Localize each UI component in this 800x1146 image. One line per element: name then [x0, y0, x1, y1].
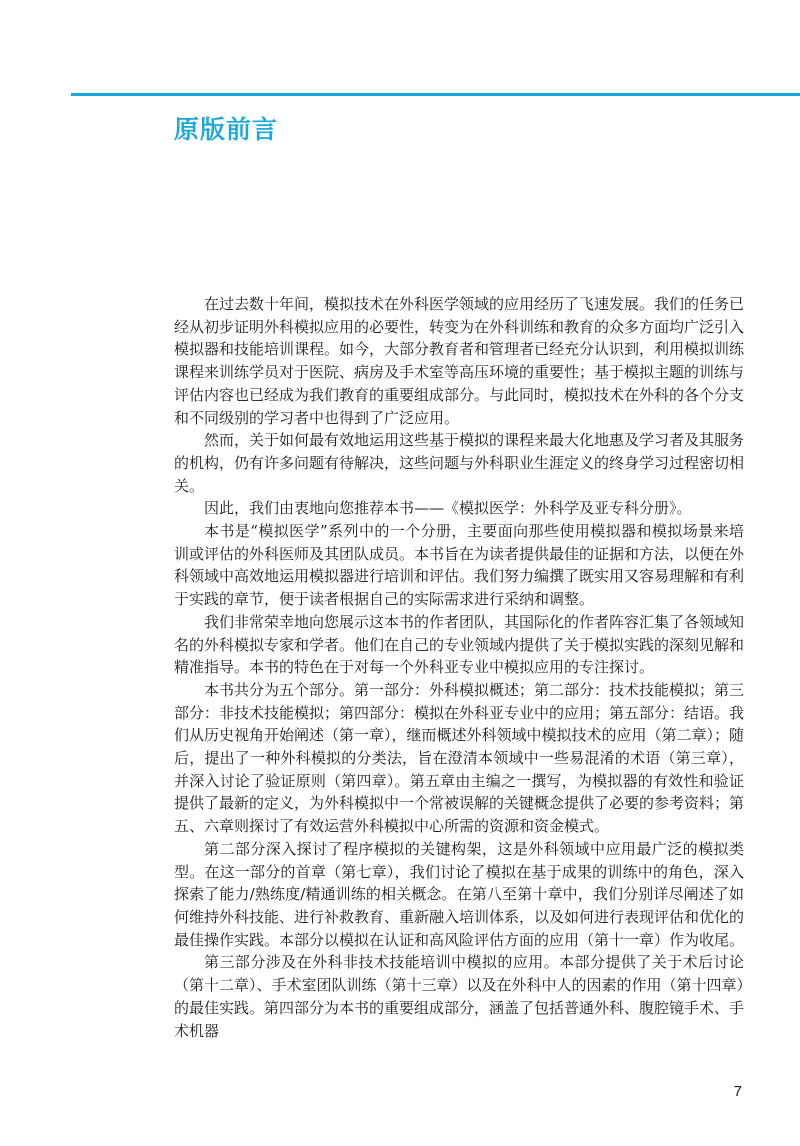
- paragraph: 我们非常荣幸地向您展示这本书的作者团队，其国际化的作者阵容汇集了各领域知名的外科模拟专家和学者。他们在自己的专业领域内提供了关于模拟实践的深刻见解和精准指导。本书的特色在于对每一个外科亚专业中模拟应用的专注探讨。: [174, 612, 745, 677]
- paragraph: 然而，关于如何最有效地运用这些基于模拟的课程来最大化地惠及学习者及其服务的机构，仍有许多问题有待解决，这些问题与外科职业生涯定义的终身学习过程密切相关。: [174, 431, 745, 495]
- page-title: 原版前言: [174, 115, 279, 144]
- paragraph: 本书共分为五个部分。第一部分：外科模拟概述；第二部分：技术技能模拟；第三部分：非技术技能模拟；第四部分：模拟在外科亚专业中的应用；第五部分：结语。我们从历史视角开始阐述（第一章），继而概述外科领域中模拟技术的应用（第二章）；随后，提出了一种外科模拟的分类法，旨在澄清本领域中一些易混淆的术语（第三章），并深入讨论了验证原则（第四章）。第五章由主编之一撰写，为模拟器的有效性和验证提供了最新的定义，为外科模拟中一个常被误解的关键概念提供了必要的参考资料；第五、六章则探讨了有效运营外科模拟中心所需的资源和资金模式。: [174, 680, 745, 836]
- paragraph: 第二部分深入探讨了程序模拟的关键构架，这是外科领域中应用最广泛的模拟类型。在这一部分的首章（第七章），我们讨论了模拟在基于成果的训练中的角色，深入探索了能力/熟练度/精通训练的相关概念。在第八至第十章中，我们分别详尽阐述了如何维持外科技能、进行补救教育、重新融入培训体系，以及如何进行表现评估和优化的最佳操作实践。本部分以模拟在认证和高风险评估方面的应用（第十一章）作为收尾。: [174, 839, 745, 949]
- paragraph: 本书是“模拟医学”系列中的一个分册，主要面向那些使用模拟器和模拟场景来培训或评估的外科医师及其团队成员。本书旨在为读者提供最佳的证据和方法，以便在外科领域中高效地运用模拟器进行培训和评估。我们努力编撰了既实用又容易理解和有利于实践的章节，便于读者根据自己的实际需求进行采纳和调整。: [174, 522, 745, 609]
- paragraph: 因此，我们由衷地向您推荐本书——《模拟医学：外科学及亚专科分册》。: [204, 499, 692, 518]
- paragraph: 在过去数十年间，模拟技术在外科医学领域的应用经历了飞速发展。我们的任务已经从初步证明外科模拟应用的必要性，转变为在外科训练和教育的众多方面均广泛引入模拟器和技能培训课程。如今，大部分教育者和管理者已经充分认识到，利用模拟训练课程来训练学员对于医院、病房及手术室等高压环境的重要性；基于模拟主题的训练与评估内容也已经成为我们教育的重要组成部分。与此同时，模拟技术在外科的各个分支和不同级别的学习者中也得到了广泛应用。: [174, 295, 745, 427]
- page-number: 7: [733, 1083, 742, 1100]
- paragraph: 第三部分涉及在外科非技术技能培训中模拟的应用。本部分提供了关于术后讨论（第十二章）、手术室团队训练（第十三章）以及在外科中人的因素的作用（第十四章）的最佳实践。第四部分为本书的重要组成部分，涵盖了包括普通外科、腹腔镜手术、手术机器: [174, 953, 745, 1040]
- header-rule: [71, 93, 800, 96]
- body-text: [174, 293, 744, 1042]
